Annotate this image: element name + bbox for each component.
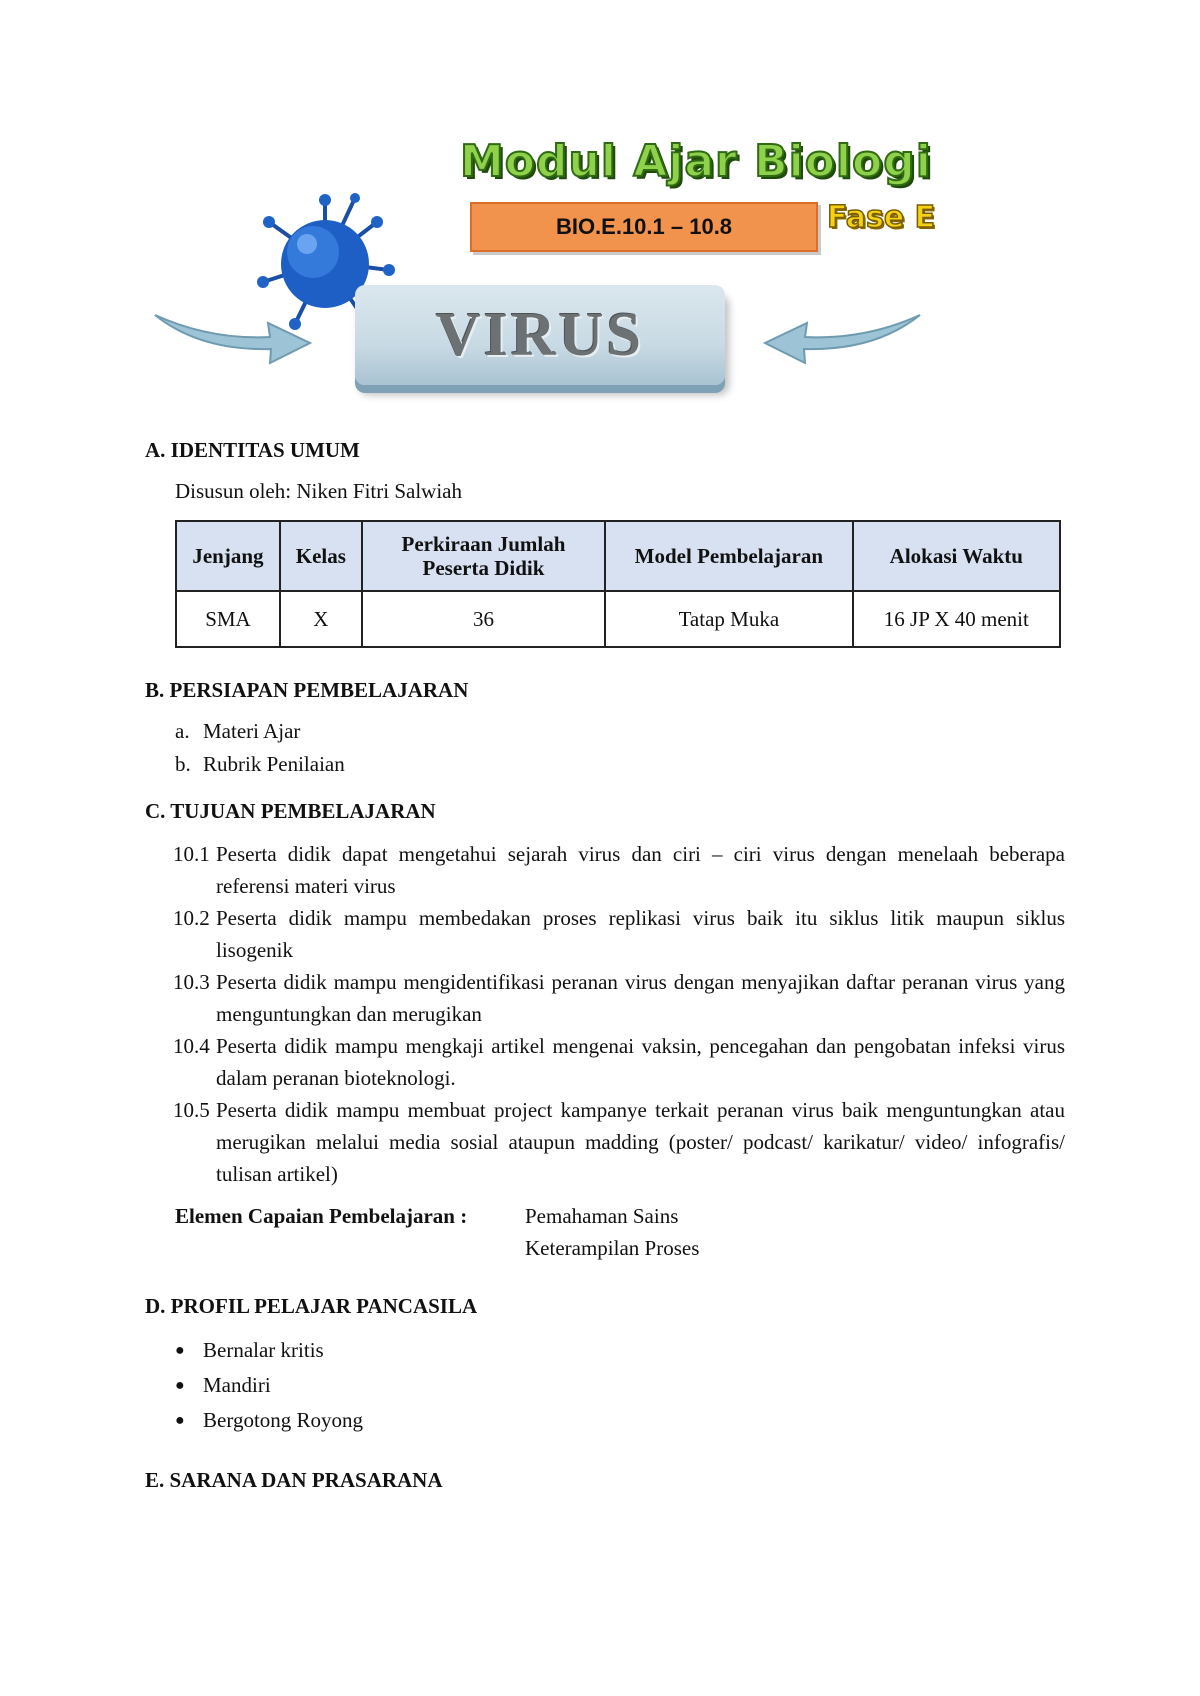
goal-item bbox=[173, 838, 1065, 902]
elements-label: Elemen Capaian Pembelajaran : bbox=[175, 1204, 468, 1228]
list-item bbox=[175, 715, 1065, 748]
table-header-cell: Jenjang bbox=[176, 521, 280, 591]
goal-item bbox=[173, 966, 1065, 1030]
learning-outcome-elements bbox=[175, 1200, 1065, 1264]
bullet-icon: ● bbox=[175, 1377, 185, 1394]
goal-item bbox=[173, 1094, 1065, 1190]
arrow-left-icon bbox=[755, 285, 925, 365]
table-header-row bbox=[176, 521, 1060, 591]
list-item bbox=[175, 1403, 1065, 1438]
list-item-text: Rubrik Penilaian bbox=[203, 752, 345, 776]
list-item-text: Materi Ajar bbox=[203, 719, 301, 743]
list-item-text: Bergotong Royong bbox=[203, 1408, 364, 1432]
goal-number: 10.2 bbox=[173, 906, 210, 930]
list-item bbox=[175, 1368, 1065, 1403]
document-body bbox=[145, 438, 1065, 1493]
table-header-cell: Perkiraan Jumlah Peserta Didik bbox=[362, 521, 605, 591]
module-title: Modul Ajar Biologi bbox=[460, 136, 932, 187]
profile-list bbox=[175, 1333, 1065, 1438]
goal-number: 10.3 bbox=[173, 970, 210, 994]
learning-goals bbox=[173, 838, 1065, 1190]
table-cell: 16 JP X 40 menit bbox=[853, 591, 1060, 647]
topic-plate bbox=[355, 285, 725, 385]
table-cell: 36 bbox=[362, 591, 605, 647]
table-header-cell: Alokasi Waktu bbox=[853, 521, 1060, 591]
table-cell: SMA bbox=[176, 591, 280, 647]
bullet-icon: ● bbox=[175, 1342, 185, 1359]
list-item-text: Bernalar kritis bbox=[203, 1338, 324, 1362]
elements-values bbox=[525, 1200, 699, 1264]
goal-text: Peserta didik mampu mengidentifikasi peranan virus dengan menyajikan daftar peranan virus yang menguntungkan dan merugikan bbox=[216, 970, 1065, 1026]
list-item-text: Mandiri bbox=[203, 1373, 271, 1397]
list-item bbox=[175, 1333, 1065, 1368]
section-c-title: C. TUJUAN PEMBELAJARAN bbox=[145, 799, 436, 823]
goal-text: Peserta didik mampu mengkaji artikel mengenai vaksin, pencegahan dan pengobatan infeksi virus dalam peranan bioteknologi. bbox=[216, 1034, 1065, 1090]
goal-item bbox=[173, 1030, 1065, 1094]
goal-number: 10.1 bbox=[173, 842, 210, 866]
header-banner bbox=[150, 130, 950, 390]
element-value: Keterampilan Proses bbox=[525, 1236, 700, 1260]
topic-title: VIRUS bbox=[436, 300, 644, 369]
author-line: Disusun oleh: Niken Fitri Salwiah bbox=[175, 479, 462, 503]
module-code-badge: BIO.E.10.1 – 10.8 bbox=[470, 202, 818, 252]
goal-text: Peserta didik dapat mengetahui sejarah virus dan ciri – ciri virus dengan menelaah beberapa referensi materi virus bbox=[216, 842, 1065, 898]
list-marker: a. bbox=[175, 719, 190, 743]
bullet-icon: ● bbox=[175, 1412, 185, 1429]
identity-table bbox=[175, 520, 1061, 648]
goal-text: Peserta didik mampu membuat project kampanye terkait peranan virus baik menguntungkan atau merugikan melalui media sosial ataupun madding (poster/ podcast/ karikatur/ video/ infografis/ tulisan artikel) bbox=[216, 1098, 1065, 1186]
element-value: Pemahaman Sains bbox=[525, 1204, 679, 1228]
section-a-title: A. IDENTITAS UMUM bbox=[145, 438, 360, 462]
section-d-title: D. PROFIL PELAJAR PANCASILA bbox=[145, 1294, 478, 1318]
table-header-cell: Kelas bbox=[280, 521, 362, 591]
preparation-list bbox=[175, 715, 1065, 781]
goal-number: 10.4 bbox=[173, 1034, 210, 1058]
goal-text: Peserta didik mampu membedakan proses replikasi virus baik itu siklus litik maupun siklus lisogenik bbox=[216, 906, 1065, 962]
section-b-title: B. PERSIAPAN PEMBELAJARAN bbox=[145, 678, 469, 702]
table-cell: X bbox=[280, 591, 362, 647]
list-item bbox=[175, 748, 1065, 781]
phase-label: Fase E bbox=[827, 200, 936, 235]
table-row bbox=[176, 591, 1060, 647]
goal-item bbox=[173, 902, 1065, 966]
table-cell: Tatap Muka bbox=[605, 591, 852, 647]
table-header-cell: Model Pembelajaran bbox=[605, 521, 852, 591]
list-marker: b. bbox=[175, 752, 191, 776]
section-e-title: E. SARANA DAN PRASARANA bbox=[145, 1468, 443, 1492]
goal-number: 10.5 bbox=[173, 1098, 210, 1122]
